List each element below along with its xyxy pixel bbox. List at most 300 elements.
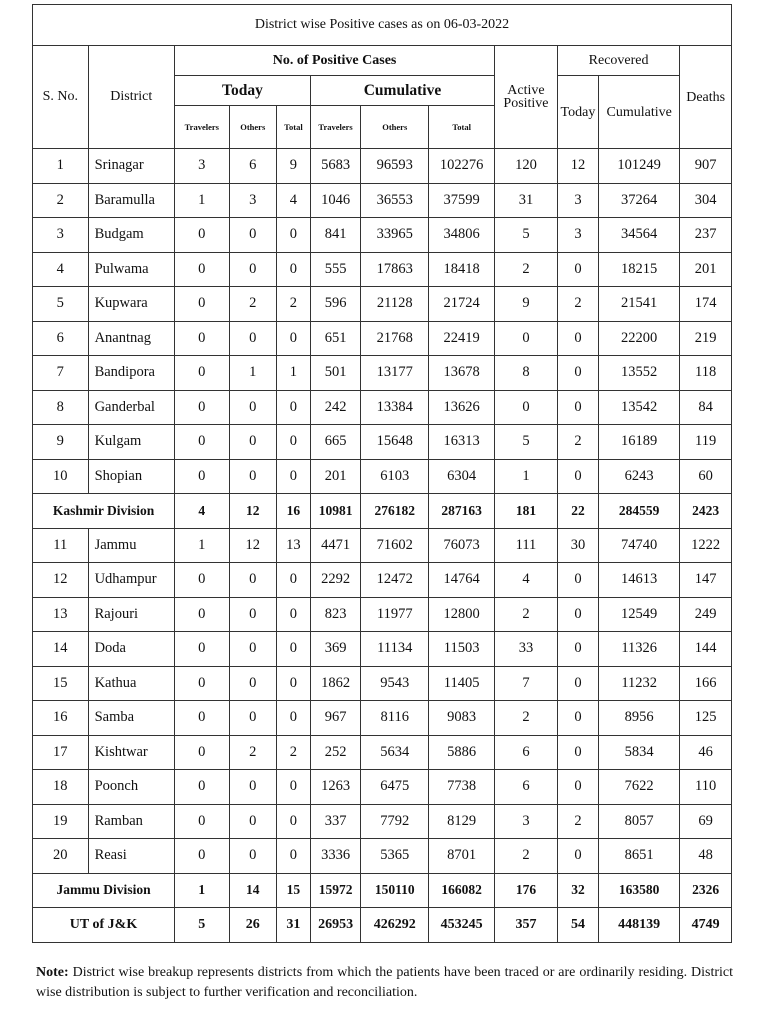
table-cell: 11503 — [429, 632, 495, 667]
table-cell: 1 — [175, 528, 230, 563]
district-name-cell: Pulwama — [88, 252, 174, 287]
table-cell: 249 — [680, 597, 732, 632]
table-cell: 174 — [680, 287, 732, 322]
table-cell: 219 — [680, 321, 732, 356]
table-cell: 6103 — [361, 459, 429, 494]
table-cell: 37264 — [599, 183, 680, 218]
table-cell: 0 — [276, 425, 310, 460]
district-name-cell: Baramulla — [88, 183, 174, 218]
kashmir-division-total-row — [33, 494, 732, 529]
district-name-cell: Kupwara — [88, 287, 174, 322]
table-cell: 555 — [310, 252, 360, 287]
table-cell: 0 — [557, 390, 598, 425]
table-cell: 17 — [33, 735, 89, 770]
table-cell: 2 — [229, 735, 276, 770]
district-name-cell: Kishtwar — [88, 735, 174, 770]
recovered-header: Recovered — [557, 46, 679, 76]
table-cell: 0 — [276, 839, 310, 874]
total-cell: 453245 — [429, 908, 495, 943]
table-cell: 8 — [495, 356, 558, 391]
today-total-header: Total — [276, 106, 310, 149]
table-cell: 1 — [495, 459, 558, 494]
table-cell: 12472 — [361, 563, 429, 598]
total-cell: 276182 — [361, 494, 429, 529]
table-cell: 0 — [557, 632, 598, 667]
table-cell: 0 — [276, 701, 310, 736]
table-cell: 34564 — [599, 218, 680, 253]
footnote — [36, 963, 733, 1003]
table-cell: 84 — [680, 390, 732, 425]
table-cell: 74740 — [599, 528, 680, 563]
cumulative-travelers-header: Travelers — [310, 106, 360, 149]
table-cell: 823 — [310, 597, 360, 632]
table-cell: 0 — [276, 597, 310, 632]
note-text: District wise breakup represents districts from which the patients have been traced or are ordinarily residing. District wise distribution is subject to further verification and reconciliation. — [36, 964, 733, 1000]
table-cell: 8651 — [599, 839, 680, 874]
district-name-cell: Rajouri — [88, 597, 174, 632]
table-cell: 3336 — [310, 839, 360, 874]
table-cell: 0 — [229, 252, 276, 287]
table-cell: 9 — [276, 149, 310, 184]
table-cell: 19 — [33, 804, 89, 839]
table-cell: 13 — [276, 528, 310, 563]
table-cell: 0 — [557, 666, 598, 701]
table-cell: 0 — [175, 563, 230, 598]
table-cell: 2 — [557, 804, 598, 839]
district-name-cell: Srinagar — [88, 149, 174, 184]
table-cell: 8 — [33, 390, 89, 425]
table-cell: 8057 — [599, 804, 680, 839]
table-cell: 11326 — [599, 632, 680, 667]
table-cell: 0 — [276, 321, 310, 356]
table-cell: 0 — [557, 839, 598, 874]
district-row — [33, 149, 732, 184]
district-row — [33, 735, 732, 770]
table-cell: 30 — [557, 528, 598, 563]
table-cell: 0 — [557, 701, 598, 736]
jammu-rows — [33, 528, 732, 873]
district-name-cell: Budgam — [88, 218, 174, 253]
table-cell: 1 — [175, 183, 230, 218]
total-cell: 2326 — [680, 873, 732, 908]
table-cell: 0 — [229, 563, 276, 598]
table-cell: 12 — [557, 149, 598, 184]
table-cell: 17863 — [361, 252, 429, 287]
table-cell: 8116 — [361, 701, 429, 736]
table-cell: 11232 — [599, 666, 680, 701]
district-row — [33, 356, 732, 391]
district-name-cell: Ramban — [88, 804, 174, 839]
district-name-cell: Shopian — [88, 459, 174, 494]
table-cell: 0 — [229, 218, 276, 253]
district-row — [33, 218, 732, 253]
total-cell: 12 — [229, 494, 276, 529]
total-cell: 357 — [495, 908, 558, 943]
table-cell: 69 — [680, 804, 732, 839]
table-cell: 4471 — [310, 528, 360, 563]
district-row — [33, 183, 732, 218]
table-cell: 1 — [229, 356, 276, 391]
table-cell: 13678 — [429, 356, 495, 391]
table-cell: 6 — [495, 770, 558, 805]
table-cell: 6 — [229, 149, 276, 184]
table-cell: 60 — [680, 459, 732, 494]
table-cell: 0 — [229, 459, 276, 494]
table-cell: 13 — [33, 597, 89, 632]
table-cell: 0 — [229, 597, 276, 632]
active-positive-header: Active Positive — [495, 46, 558, 149]
table-cell: 0 — [229, 425, 276, 460]
table-cell: 12549 — [599, 597, 680, 632]
table-cell: 37599 — [429, 183, 495, 218]
table-cell: 18215 — [599, 252, 680, 287]
table-cell: 907 — [680, 149, 732, 184]
table-cell: 4 — [33, 252, 89, 287]
table-cell: 0 — [175, 597, 230, 632]
table-cell: 0 — [175, 252, 230, 287]
report-page — [32, 4, 732, 1003]
table-cell: 5 — [495, 425, 558, 460]
table-cell: 18418 — [429, 252, 495, 287]
table-cell: 16189 — [599, 425, 680, 460]
table-cell: 71602 — [361, 528, 429, 563]
table-cell: 16 — [33, 701, 89, 736]
district-row — [33, 287, 732, 322]
table-cell: 2 — [495, 252, 558, 287]
table-cell: 0 — [175, 321, 230, 356]
table-cell: 1263 — [310, 770, 360, 805]
total-cell: 426292 — [361, 908, 429, 943]
district-row — [33, 252, 732, 287]
district-row — [33, 597, 732, 632]
col-district-header: District — [88, 46, 174, 149]
table-cell: 9543 — [361, 666, 429, 701]
report-title: District wise Positive cases as on 06-03-2022 — [33, 5, 732, 46]
table-cell: 4 — [495, 563, 558, 598]
table-cell: 596 — [310, 287, 360, 322]
table-cell: 11977 — [361, 597, 429, 632]
table-cell: 3 — [557, 183, 598, 218]
table-cell: 13626 — [429, 390, 495, 425]
table-cell: 166 — [680, 666, 732, 701]
total-label-cell: UT of J&K — [33, 908, 175, 943]
total-cell: 16 — [276, 494, 310, 529]
table-cell: 501 — [310, 356, 360, 391]
table-cell: 101249 — [599, 149, 680, 184]
table-cell: 36553 — [361, 183, 429, 218]
table-cell: 34806 — [429, 218, 495, 253]
table-cell: 5834 — [599, 735, 680, 770]
table-cell: 120 — [495, 149, 558, 184]
table-cell: 0 — [229, 666, 276, 701]
table-cell: 22200 — [599, 321, 680, 356]
table-cell: 8701 — [429, 839, 495, 874]
district-row — [33, 701, 732, 736]
table-cell: 0 — [229, 839, 276, 874]
table-cell: 9 — [495, 287, 558, 322]
table-cell: 0 — [229, 390, 276, 425]
table-cell: 11405 — [429, 666, 495, 701]
district-row — [33, 425, 732, 460]
table-cell: 0 — [276, 252, 310, 287]
recovered-today-header: Today — [557, 76, 598, 149]
total-cell: 15972 — [310, 873, 360, 908]
total-label-cell: Kashmir Division — [33, 494, 175, 529]
district-row — [33, 839, 732, 874]
table-cell: 0 — [276, 770, 310, 805]
table-cell: 0 — [175, 425, 230, 460]
district-name-cell: Kathua — [88, 666, 174, 701]
table-cell: 0 — [175, 287, 230, 322]
table-cell: 0 — [557, 459, 598, 494]
recovered-cumulative-header: Cumulative — [599, 76, 680, 149]
table-cell: 5 — [33, 287, 89, 322]
table-cell: 46 — [680, 735, 732, 770]
table-cell: 0 — [276, 632, 310, 667]
district-name-cell: Reasi — [88, 839, 174, 874]
table-cell: 2292 — [310, 563, 360, 598]
district-name-cell: Poonch — [88, 770, 174, 805]
total-cell: 54 — [557, 908, 598, 943]
total-cell: 163580 — [599, 873, 680, 908]
table-cell: 0 — [276, 459, 310, 494]
table-cell: 665 — [310, 425, 360, 460]
district-row — [33, 528, 732, 563]
total-cell: 4749 — [680, 908, 732, 943]
table-cell: 7622 — [599, 770, 680, 805]
table-cell: 1862 — [310, 666, 360, 701]
table-cell: 3 — [175, 149, 230, 184]
total-cell: 2423 — [680, 494, 732, 529]
table-cell: 2 — [495, 597, 558, 632]
total-cell: 22 — [557, 494, 598, 529]
deaths-header: Deaths — [680, 46, 732, 149]
table-cell: 0 — [175, 459, 230, 494]
table-cell: 252 — [310, 735, 360, 770]
today-others-header: Others — [229, 106, 276, 149]
today-header: Today — [175, 76, 311, 106]
table-cell: 96593 — [361, 149, 429, 184]
table-cell: 15 — [33, 666, 89, 701]
table-cell: 337 — [310, 804, 360, 839]
table-cell: 3 — [229, 183, 276, 218]
district-row — [33, 321, 732, 356]
jammu-division-total-row — [33, 873, 732, 908]
table-cell: 9083 — [429, 701, 495, 736]
table-cell: 22419 — [429, 321, 495, 356]
table-cell: 48 — [680, 839, 732, 874]
table-cell: 8956 — [599, 701, 680, 736]
table-cell: 2 — [276, 735, 310, 770]
district-row — [33, 804, 732, 839]
table-cell: 5 — [495, 218, 558, 253]
district-name-cell: Doda — [88, 632, 174, 667]
table-cell: 0 — [175, 390, 230, 425]
table-cell: 1222 — [680, 528, 732, 563]
table-cell: 0 — [557, 770, 598, 805]
table-cell: 7 — [495, 666, 558, 701]
table-cell: 0 — [229, 804, 276, 839]
table-cell: 0 — [175, 632, 230, 667]
table-cell: 0 — [276, 804, 310, 839]
table-cell: 12 — [229, 528, 276, 563]
table-cell: 0 — [495, 321, 558, 356]
table-cell: 9 — [33, 425, 89, 460]
table-cell: 0 — [175, 356, 230, 391]
table-cell: 0 — [276, 218, 310, 253]
table-cell: 2 — [33, 183, 89, 218]
table-cell: 2 — [557, 287, 598, 322]
table-cell: 2 — [557, 425, 598, 460]
total-cell: 14 — [229, 873, 276, 908]
total-cell: 5 — [175, 908, 230, 943]
total-cell: 166082 — [429, 873, 495, 908]
table-cell: 0 — [175, 839, 230, 874]
table-cell: 102276 — [429, 149, 495, 184]
table-cell: 13552 — [599, 356, 680, 391]
table-cell: 7 — [33, 356, 89, 391]
table-cell: 16313 — [429, 425, 495, 460]
table-cell: 0 — [175, 770, 230, 805]
table-cell: 14764 — [429, 563, 495, 598]
district-name-cell: Bandipora — [88, 356, 174, 391]
table-cell: 5886 — [429, 735, 495, 770]
district-row — [33, 632, 732, 667]
table-cell: 14 — [33, 632, 89, 667]
table-cell: 8129 — [429, 804, 495, 839]
table-cell: 4 — [276, 183, 310, 218]
table-cell: 0 — [175, 735, 230, 770]
table-cell: 0 — [229, 321, 276, 356]
table-cell: 201 — [310, 459, 360, 494]
district-row — [33, 459, 732, 494]
total-cell: 448139 — [599, 908, 680, 943]
table-cell: 0 — [495, 390, 558, 425]
table-cell: 0 — [229, 701, 276, 736]
table-cell: 0 — [557, 563, 598, 598]
table-cell: 7738 — [429, 770, 495, 805]
table-cell: 21128 — [361, 287, 429, 322]
total-cell: 15 — [276, 873, 310, 908]
table-cell: 242 — [310, 390, 360, 425]
table-cell: 1046 — [310, 183, 360, 218]
district-row — [33, 390, 732, 425]
table-cell: 0 — [276, 390, 310, 425]
total-label-cell: Jammu Division — [33, 873, 175, 908]
total-cell: 181 — [495, 494, 558, 529]
table-cell: 0 — [175, 666, 230, 701]
table-cell: 0 — [175, 218, 230, 253]
table-cell: 118 — [680, 356, 732, 391]
table-cell: 0 — [229, 632, 276, 667]
table-cell: 0 — [557, 252, 598, 287]
table-cell: 147 — [680, 563, 732, 598]
total-cell: 1 — [175, 873, 230, 908]
ut-total-row — [33, 908, 732, 943]
note-label: Note: — [36, 964, 69, 980]
table-cell: 14613 — [599, 563, 680, 598]
table-cell: 1 — [33, 149, 89, 184]
total-cell: 26953 — [310, 908, 360, 943]
table-cell: 6475 — [361, 770, 429, 805]
total-cell: 150110 — [361, 873, 429, 908]
table-cell: 15648 — [361, 425, 429, 460]
table-cell: 201 — [680, 252, 732, 287]
table-cell: 6243 — [599, 459, 680, 494]
table-cell: 841 — [310, 218, 360, 253]
table-cell: 5634 — [361, 735, 429, 770]
total-cell: 287163 — [429, 494, 495, 529]
table-cell: 6304 — [429, 459, 495, 494]
total-cell: 284559 — [599, 494, 680, 529]
district-name-cell: Kulgam — [88, 425, 174, 460]
table-cell: 144 — [680, 632, 732, 667]
table-cell: 1 — [276, 356, 310, 391]
table-cell: 3 — [557, 218, 598, 253]
district-name-cell: Samba — [88, 701, 174, 736]
table-cell: 5365 — [361, 839, 429, 874]
cases-table — [32, 4, 732, 943]
table-cell: 11134 — [361, 632, 429, 667]
total-cell: 176 — [495, 873, 558, 908]
table-cell: 0 — [557, 321, 598, 356]
cumulative-header: Cumulative — [310, 76, 494, 106]
table-cell: 20 — [33, 839, 89, 874]
table-cell: 6 — [33, 321, 89, 356]
table-cell: 13542 — [599, 390, 680, 425]
district-name-cell: Jammu — [88, 528, 174, 563]
table-cell: 967 — [310, 701, 360, 736]
total-cell: 4 — [175, 494, 230, 529]
table-cell: 111 — [495, 528, 558, 563]
cumulative-others-header: Others — [361, 106, 429, 149]
district-row — [33, 770, 732, 805]
total-cell: 26 — [229, 908, 276, 943]
table-cell: 33965 — [361, 218, 429, 253]
table-cell: 21724 — [429, 287, 495, 322]
district-row — [33, 666, 732, 701]
table-cell: 0 — [557, 735, 598, 770]
table-cell: 237 — [680, 218, 732, 253]
table-cell: 304 — [680, 183, 732, 218]
district-name-cell: Ganderbal — [88, 390, 174, 425]
total-cell: 32 — [557, 873, 598, 908]
table-cell: 2 — [229, 287, 276, 322]
total-cell: 31 — [276, 908, 310, 943]
today-travelers-header: Travelers — [175, 106, 230, 149]
table-cell: 2 — [495, 839, 558, 874]
table-cell: 0 — [557, 597, 598, 632]
table-cell: 0 — [276, 666, 310, 701]
col-sno-header: S. No. — [33, 46, 89, 149]
table-cell: 21768 — [361, 321, 429, 356]
table-cell: 2 — [495, 701, 558, 736]
table-cell: 18 — [33, 770, 89, 805]
table-cell: 76073 — [429, 528, 495, 563]
table-cell: 369 — [310, 632, 360, 667]
table-cell: 7792 — [361, 804, 429, 839]
table-cell: 125 — [680, 701, 732, 736]
table-cell: 31 — [495, 183, 558, 218]
table-cell: 5683 — [310, 149, 360, 184]
table-cell: 3 — [495, 804, 558, 839]
table-cell: 13177 — [361, 356, 429, 391]
kashmir-rows — [33, 149, 732, 494]
table-cell: 110 — [680, 770, 732, 805]
table-cell: 651 — [310, 321, 360, 356]
table-cell: 33 — [495, 632, 558, 667]
district-name-cell: Udhampur — [88, 563, 174, 598]
